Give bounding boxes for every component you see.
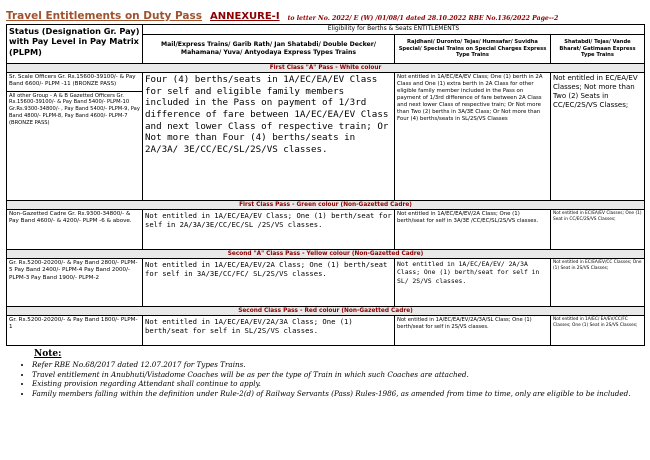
notes-list	[6, 360, 644, 399]
eligibility-header: Eligibility for Berths & Seats ENTITLEMENTS	[143, 25, 645, 35]
row3-mail-express: Not entitled in 1A/EC/EA/EV/2A Class; One (1) berth/seat for self in 3A/3E/CC/FC/ SL/2S/VS classes.	[143, 259, 395, 307]
row3-rajdhani: Not entitled in 1A/EC/EA/EV/ 2A/3A Class; One (1) berth/seat for self in SL/ 2S/VS classes.	[395, 259, 551, 307]
row2-rajdhani: Not entitled in 1A/EC/EA/EV/2A Class; One (1) berth/seat for self in 3A/3E /CC/EC/SL/2S/VS classes.	[395, 210, 551, 250]
row1-status-divider	[7, 91, 142, 92]
letter-reference: to letter No. 2022/ E (W) /01/08/1 dated 28.10.2022 RBE No.136/2022 Page--2	[287, 15, 559, 22]
row1-shatabdi: Not entitled in EC/EA/EV Classes; Not more than Two (2) Seats in CC/EC/2S/VS Classes;	[551, 73, 645, 201]
row3-status: Gr. Rs.5200-20200/- & Pay Band 2800/- PLPM-5 Pay Band 2400/- PLPM-4 Pay Band 2000/- PLPM-3 Pay Band 1900/- PLPM-2	[7, 259, 143, 307]
column-header-mail-express: Mail/Express Trains/ Garib Rath/ Jan Shatabdi/ Double Decker/ Mahamana/ Yuva/ Antyodaya Express Types Trains	[143, 35, 395, 64]
band-second-class-a-yellow: Second "A" Class Pass - Yellow colour (Non-Gazetted Cadre)	[7, 250, 645, 259]
band-second-class-red: Second Class Pass - Red colour (Non-Gazetted Cadre)	[7, 307, 645, 316]
entitlements-table	[6, 24, 645, 346]
notes-heading: Note:	[34, 349, 62, 359]
row3-shatabdi: Not entitled in EC/EA/EV/CC Classes; One (1) Seat in 2S/VS Classes;	[551, 259, 645, 307]
annexure-label: ANNEXURE-I	[210, 11, 280, 22]
row1-status-other-gazetted: All other Group - A & B Gazetted Officers Gr. Rs.15600-39100/- & Pay Band 5400/- PLPM-10 Gr.Rs.9300-34800/- , Pay Band 5400/- PLPM-9, Pay Band 4800/- PLPM-8, Pay Band 4600/- PLPM-7 (BRONZE PASS)	[9, 92, 140, 126]
row2-shatabdi: Not entitled in EC/EA/EV Classes; One (1) Seat in CC/EC/2S/VS Classes;	[551, 210, 645, 250]
band-first-class-green: First Class Pass - Green colour (Non-Gazetted Cadre)	[7, 201, 645, 210]
column-header-rajdhani: Rajdhani/ Duronto/ Tejas/ Humsafar/ Suvidha Special/ Special Trains on Special Charges Express Type Trains	[395, 35, 551, 64]
row2-status: Non-Gazetted Cadre Gr. Rs.9300-34800/- & Pay Band 4600/- & 4200/- PLPM -6 & above.	[7, 210, 143, 250]
row2-mail-express: Not entitled in 1A/EC/EA/EV Class; One (1) berth/seat for self in 2A/3A/3E/CC/EC/SL /2S/VS classes.	[143, 210, 395, 250]
note-item: • Existing provision regarding Attendant shall continue to apply.	[32, 379, 644, 389]
row1-rajdhani: Not entitled in 1A/EC/EA/EV Class; One (1) berth in 2A Class and One (1) extra berth in 2A Class for other eligible family member included in the Pass on payment of 1/3rd difference of fare between 2A Class and next lower Class of respective train; Or Not more than Two (2) berths in 3A/3E Class; Or Not more than Four (4) berths/seats in SL/2S/VS Classes	[395, 73, 551, 201]
document-header	[6, 2, 644, 22]
row1-mail-express: Four (4) berths/seats in 1A/EC/EA/EV Class for self and eligible family members included in the Pass on payment of 1/3rd difference of fare between 1A/EC/EA/EV Class and next lower Class of respective train; Or Not more than Four (4) berths/seats in 2A/3A/ 3E/CC/EC/SL/2S/VS classes.	[143, 73, 395, 201]
row4-rajdhani: Not entitled in 1A/EC/EA/EV/2A/3A/SL Class; One (1) berth/seat for self in 2S/VS classes.	[395, 316, 551, 346]
band-first-class-a-pass: First Class "A" Pass - White colour	[7, 64, 645, 73]
document-title: Travel Entitlements on Duty Pass	[6, 10, 203, 22]
note-item: • Refer RBE No.68/2017 dated 12.07.2017 for Types Trains.	[32, 360, 644, 370]
row1-status	[7, 73, 143, 201]
row4-status: Gr. Rs.5200-20200/- & Pay Band 1800/- PLPM-1	[7, 316, 143, 346]
row1-status-senior-scale: Sr. Scale Officers Gr. Rs.15600-39100/- & Pay Band 6600/- PLPM -11 (BRONZE PASS)	[9, 74, 136, 88]
note-item: • Family members falling within the definition under Rule-2(d) of Railway Servants (Pass) Rules-1986, as amended from time to time, only are eligible to be included.	[32, 389, 644, 399]
column-header-shatabdi: Shatabdi/ Tejas/ Vande Bharat/ Gatimaan Express Type Trains	[551, 35, 645, 64]
notes-section	[6, 349, 644, 399]
row4-mail-express: Not entitled in 1A/EC/EA/EV/2A/3A Class; One (1) berth/seat for self in SL/2S/VS classes.	[143, 316, 395, 346]
row4-shatabdi: Not entitled in 1A/EC/ EA/EV/CC/FC Classes; One (1) Seat in 2S/VS Classes;	[551, 316, 645, 346]
note-item: • Travel entitlement in Anubhuti/Vistadome Coaches will be as per the type of Train in which such Coaches are attached.	[32, 370, 644, 380]
status-header: Status (Designation Gr. Pay) with Pay Level in Pay Matrix (PLPM)	[7, 25, 143, 64]
